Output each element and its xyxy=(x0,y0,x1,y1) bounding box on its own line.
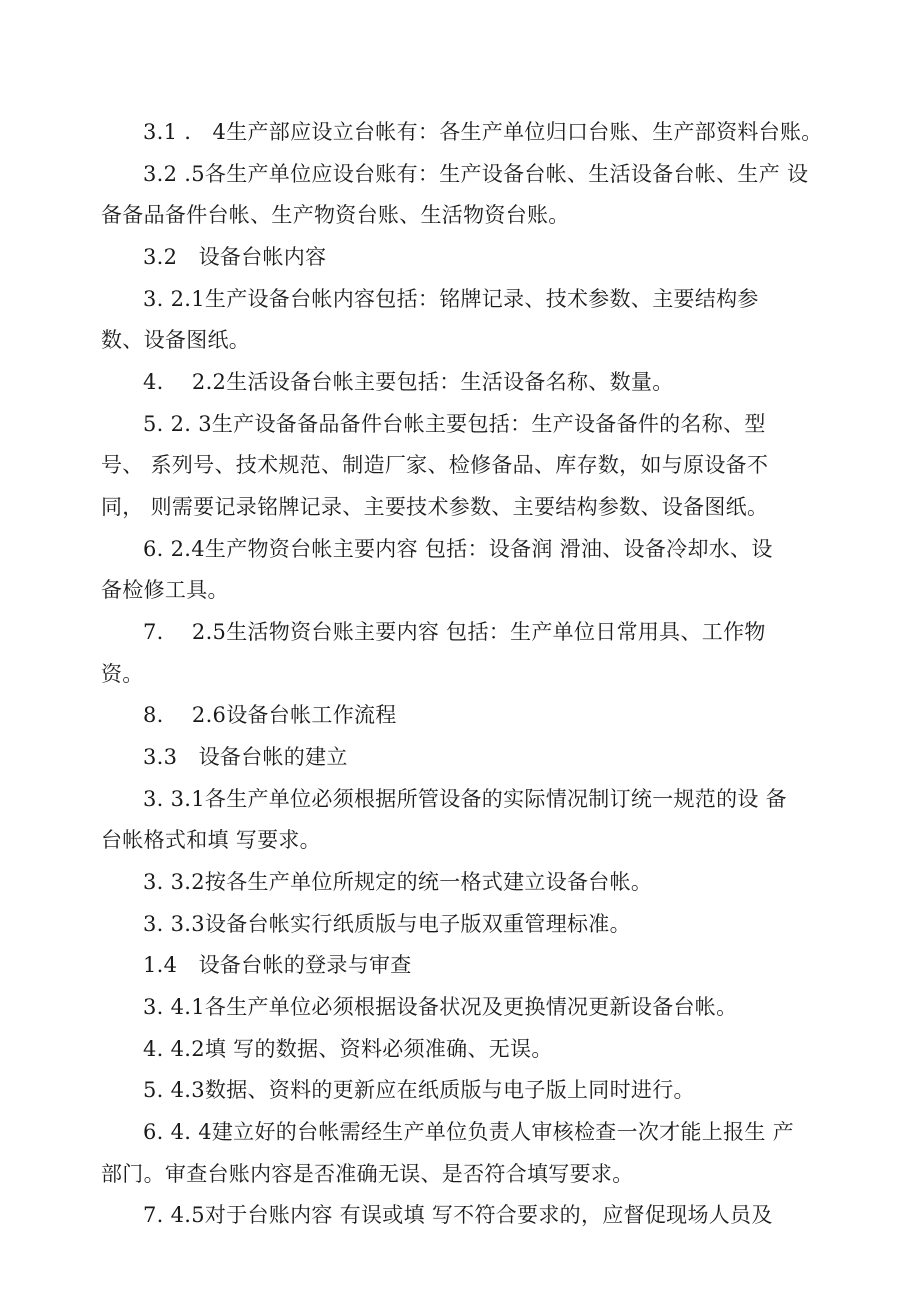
text-line: 4. 2.2生活设备台帐主要包括：生活设备名称、数量。 xyxy=(143,370,674,394)
text-line: 台帐格式和填 写要求。 xyxy=(101,828,321,852)
text-line: 3.1 . 4生产部应设立台帐有：各生产单位归口台账、生产部资料台账。 xyxy=(143,120,823,144)
section-heading: 1.4 设备台帐的登录与审查 xyxy=(143,953,412,977)
text-line: 号、 系列号、技术规范、制造厂家、检修备品、库存数，如与原设备不 xyxy=(101,453,769,477)
text-line: 4. 4.2填 写的数据、资料必须准确、无误。 xyxy=(143,1037,553,1061)
text-line: 3. 4.1各生产单位必须根据设备状况及更换情况更新设备台帐。 xyxy=(143,995,738,1019)
text-line: 备检修工具。 xyxy=(101,578,229,602)
text-line: 3. 3.1各生产单位必须根据所管设备的实际情况制订统一规范的设 备 xyxy=(143,787,787,811)
text-line: 备备品备件台帐、生产物资台账、生活物资台账。 xyxy=(101,203,570,227)
text-line: 3. 3.2按各生产单位所规定的统一格式建立设备台帐。 xyxy=(143,870,653,894)
text-line: 8. 2.6设备台帐工作流程 xyxy=(143,703,397,727)
section-heading: 3.3 设备台帐的建立 xyxy=(143,745,348,769)
text-line: 5. 4.3数据、资料的更新应在纸质版与电子版上同时进行。 xyxy=(143,1078,695,1102)
text-line: 6. 4. 4建立好的台帐需经生产单位负责人审核检查一次才能上报生 产 xyxy=(143,1120,794,1144)
text-line: 6. 2.4生产物资台帐主要内容 包括：设备润 滑油、设备冷却水、设 xyxy=(143,537,773,561)
text-line: 同， 则需要记录铭牌记录、主要技术参数、主要结构参数、设备图纸。 xyxy=(101,495,769,519)
text-line: 3. 2.1生产设备台帐内容包括：铭牌记录、技术参数、主要结构参 xyxy=(143,287,759,311)
text-line: 3. 3.3设备台帐实行纸质版与电子版双重管理标准。 xyxy=(143,912,631,936)
text-line: 资。 xyxy=(101,662,144,686)
text-line: 5. 2. 3生产设备备品备件台帐主要包括：生产设备备件的名称、型 xyxy=(143,412,766,436)
text-line: 部门。审查台账内容是否准确无误、是否符合填写要求。 xyxy=(101,1162,634,1186)
text-line: 7. 2.5生活物资台账主要内容 包括：生产单位日常用具、工作物 xyxy=(143,620,766,644)
text-line: 数、设备图纸。 xyxy=(101,328,251,352)
text-line: 7. 4.5对于台账内容 有误或填 写不符合要求的，应督促现场人员及 xyxy=(143,1203,773,1227)
section-heading: 3.2 设备台帐内容 xyxy=(143,245,327,269)
text-line: 3.2 .5各生产单位应设台账有：生产设备台帐、生活设备台帐、生产 设 xyxy=(143,162,809,186)
